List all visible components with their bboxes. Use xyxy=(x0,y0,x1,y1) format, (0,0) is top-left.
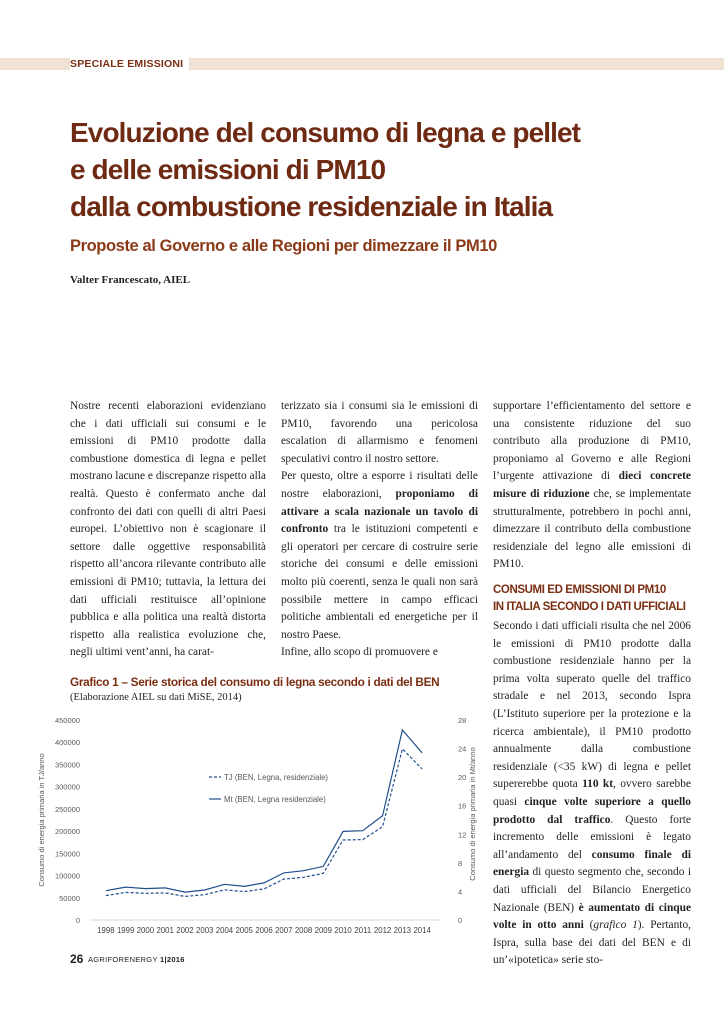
bold-text: dieci concrete misure di riduzione xyxy=(493,470,691,500)
y-tick-label-right: 20 xyxy=(458,773,467,783)
article-title xyxy=(70,114,710,225)
y-tick-label-right: 8 xyxy=(458,858,463,868)
title-line: e delle emissioni di PM10 xyxy=(70,154,386,185)
x-tick-label: 2008 xyxy=(294,926,313,935)
column-1 xyxy=(70,398,266,662)
y-tick-label-right: 4 xyxy=(458,887,463,897)
issue-number: 1|2016 xyxy=(160,955,185,964)
text-run: Secondo i dati ufficiali risulta che nel 2006 le emissioni di PM10 prodotte dalla combustione residenziale hanno per la prima volta superato quelle del traffico stradale e nel 2013, secondo Ispra (L’Istituto superiore per la protezione e la ricerca ambientale), il PM10 prodotto annualmente dalla combustione residenziale (<35 kW) di legna e pellet supererebbe quota xyxy=(493,620,691,791)
text-run: di questo segmento che, secondo i dati ufficiali del Bilancio Energetico Nazionale (BEN) xyxy=(493,866,691,914)
y-tick-label-left: 200000 xyxy=(54,827,80,837)
paragraph: Nostre recenti elaborazioni evidenziano che i dati ufficiali sui consumi e le emissioni di PM10 prodotte dalla combustione domestica di legna e pellet mostrano lacune e discrepanze rispetto alla realtà. Questo è confermato anche dal confronto dei dati con quelli di altri Paesi europei. L’obiettivo non è scagionare il settore dalle oggettive responsabilità rispetto all’ancora rilevante contributo alle emissioni di PM10; tuttavia, la lettura dei dati ufficiali restituisce all’opinione pubblica e alla politica una realtà distorta rispetto alla realistica evoluzione che, negli ultimi vent’anni, ha carat- xyxy=(70,400,266,659)
text-run: che, se implementate strutturalmente, potrebbero in pochi anni, dimezzare il contributo della combustione residenziale del legno alle emissioni di PM10. xyxy=(493,487,691,571)
legend-label: Mt (BEN, Legna residenziale) xyxy=(224,795,326,804)
text-run: supportare l’efficientamento del settore e una consistente riduzione del suo contributo alla produzione di PM10, proponiamo al Governo e alle Regioni l’urgente attivazione di xyxy=(493,400,691,483)
text-run: tra le istituzioni competenti e gli operatori per cercare di costruire serie storiche dei consumi e delle emissioni molto più coerenti, senza le quali non sarà possibile mettere in campo efficaci politiche ambientali ed energetiche per il nostro Paese. xyxy=(281,523,478,641)
x-tick-label: 2002 xyxy=(176,926,194,935)
x-tick-label: 2009 xyxy=(314,926,332,935)
x-tick-label: 2013 xyxy=(393,926,412,935)
x-tick-label: 2006 xyxy=(255,926,273,935)
article-subtitle: Proposte al Governo e alle Regioni per dimezzare il PM10 xyxy=(70,237,497,255)
y-tick-label-right: 24 xyxy=(458,744,467,754)
chart xyxy=(34,708,477,953)
paragraph: Infine, allo scopo di promuovere e xyxy=(281,646,438,659)
x-tick-label: 2014 xyxy=(413,926,431,935)
chart-source: (Elaborazione AIEL su dati MiSE, 2014) xyxy=(70,692,242,703)
legend-label: TJ (BEN, Legna, residenziale) xyxy=(224,773,329,782)
x-tick-label: 1999 xyxy=(116,926,135,935)
page-number: 26 xyxy=(70,952,84,966)
y-tick-label-right: 16 xyxy=(458,801,467,811)
section-heading xyxy=(493,582,703,616)
x-tick-label: 2001 xyxy=(156,926,174,935)
column-3-body xyxy=(493,618,691,970)
title-line: dalla combustione residenziale in Italia xyxy=(70,191,553,222)
text-run: , ovvero sarebbe quasi xyxy=(493,778,691,808)
y-tick-label-left: 100000 xyxy=(54,871,80,881)
section-label: SPECIALE EMISSIONI xyxy=(70,57,189,71)
chart-svg xyxy=(34,708,477,948)
x-tick-label: 2004 xyxy=(215,926,234,935)
bold-text: è aumentato di cinque volte in otto anni xyxy=(493,901,692,932)
y-tick-label-left: 50000 xyxy=(59,893,80,903)
column-3 xyxy=(493,398,691,574)
y-axis-title-left: Consumo di energia primaria in TJ/anno xyxy=(37,753,46,887)
x-tick-label: 2010 xyxy=(334,926,352,935)
y-tick-label-left: 400000 xyxy=(54,738,80,748)
title-line: Evoluzione del consumo di legna e pellet xyxy=(70,117,581,148)
series-line xyxy=(106,749,422,897)
y-tick-label-left: 250000 xyxy=(54,804,80,814)
magazine-title: AGRIFORENERGY xyxy=(88,955,158,964)
text-run: ( xyxy=(583,919,594,932)
y-tick-label-left: 450000 xyxy=(54,716,80,725)
x-tick-label: 2011 xyxy=(354,926,372,935)
x-tick-label: 2005 xyxy=(235,926,253,935)
heading-line: IN ITALIA SECONDO I DATI UFFICIALI xyxy=(493,601,686,613)
column-2 xyxy=(281,398,478,662)
paragraph xyxy=(281,468,478,644)
bold-text: cinque volte superiore a quello prodotto dal traffico xyxy=(493,795,691,826)
y-tick-label-left: 0 xyxy=(75,916,80,925)
y-tick-label-right: 12 xyxy=(458,830,467,840)
x-tick-label: 2000 xyxy=(136,926,155,935)
series-line xyxy=(106,730,422,892)
bold-text: 110 kt xyxy=(582,778,614,791)
x-tick-label: 2003 xyxy=(196,926,214,935)
text-run: ). Pertanto, Ispra, sulla base dei dati del BEN e di un’«ipotetica» serie sto- xyxy=(493,919,691,967)
heading-line: CONSUMI ED EMISSIONI DI PM10 xyxy=(493,584,666,596)
author: Valter Francescato, AIEL xyxy=(70,274,191,286)
y-tick-label-left: 350000 xyxy=(54,760,80,770)
paragraph: terizzato sia i consumi sia le emissioni di PM10, favorendo una pericolosa escalation di allarmismo e fenomeni speculativi contro il nostro settore. xyxy=(281,400,478,465)
magazine-name xyxy=(88,955,185,964)
y-tick-label-left: 150000 xyxy=(54,849,80,859)
italic-text: grafico 1 xyxy=(593,919,638,932)
y-axis-title-right: Consumo di energia primaria in Mt/anno xyxy=(468,747,477,881)
y-tick-label-right: 0 xyxy=(458,916,463,925)
text-run: . Questo forte incremento delle emissioni è legato all’andamento del xyxy=(493,813,691,861)
y-tick-label-right: 28 xyxy=(458,716,467,725)
x-tick-label: 1998 xyxy=(97,926,115,935)
x-tick-label: 2012 xyxy=(373,926,392,935)
bold-text: proponiamo di attivare a scala nazionale un tavolo di confronto xyxy=(281,487,479,536)
x-tick-label: 2007 xyxy=(275,926,293,935)
y-tick-label-left: 300000 xyxy=(54,782,80,792)
chart-title: Grafico 1 – Serie storica del consumo di legna secondo i dati del BEN xyxy=(70,675,440,689)
paragraph xyxy=(493,398,691,574)
bold-text: consumo finale di energia xyxy=(493,848,691,879)
text-run: Per questo, oltre a esporre i risultati delle nostre elaborazioni, xyxy=(281,470,478,500)
